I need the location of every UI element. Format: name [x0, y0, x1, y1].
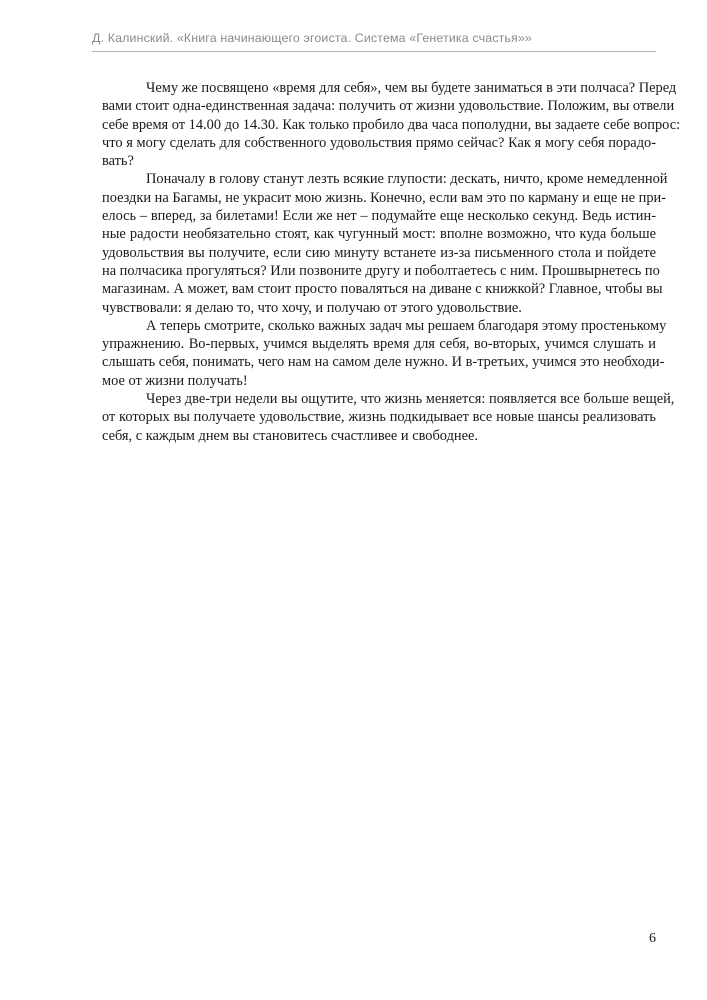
text-line: Чему же посвящено «время для себя», чем вы будете заниматься в эти полчаса? Перед [146, 80, 677, 96]
text-line: от которых вы получаете удовольствие, жизнь подкидывает все новые шансы реализовать [102, 409, 656, 426]
paragraph [102, 170, 668, 316]
text-line: вами стоит одна-единственная задача: получить от жизни удовольствие. Положим, вы отвели [102, 98, 675, 115]
text-line: себя, с каждым днем вы становитесь счастливее и свободнее. [102, 427, 478, 444]
body-text [102, 79, 681, 445]
text-line: Через две-три недели вы ощутите, что жизнь меняется: появляется все больше вещей, [146, 391, 675, 408]
paragraph [102, 390, 675, 445]
text-line: на полчасика прогуляться? Или позвоните другу и поболтаетесь с ним. Прошвырнетесь по [102, 262, 660, 279]
text-line: себе время от 14.00 до 14.30. Как только пробило два часа пополудни, вы задаете себе вопрос: [102, 116, 681, 133]
text-line: А теперь смотрите, сколько важных задач мы решаем благодаря этому простенькому [146, 317, 667, 334]
text-line: что я могу сделать для собственного удовольствия прямо сейчас? Как я могу себя порадо- [102, 134, 656, 151]
paragraph [102, 79, 681, 170]
text-line: магазинам. А может, вам стоит просто поваляться на диване с книжкой? Главное, чтобы вы [102, 281, 663, 298]
running-header: Д. Калинский. «Книга начинающего эгоиста. Система «Генетика счастья»» [92, 31, 532, 45]
text-line: Поначалу в голову станут лезть всякие глупости: дескать, ничто, кроме немедленной [146, 171, 668, 188]
text-line: елось – вперед, за билетами! Если же нет – подумайте еще несколько секунд. Ведь истин- [102, 208, 656, 225]
header-divider [92, 51, 656, 52]
text-line: ные радости необязательно стоят, как чугунный мост: вполне возможно, что куда больше [102, 226, 656, 243]
text-line: мое от жизни получать! [102, 372, 248, 389]
text-line: слышать себя, понимать, чего нам на самом деле нужно. И в-третьих, учимся это необходи- [102, 354, 665, 371]
paragraph [102, 317, 667, 390]
page-number: 6 [649, 931, 656, 946]
text-line: вать? [102, 153, 134, 170]
text-line: чувствовали: я делаю то, что хочу, и получаю от этого удовольствие. [102, 299, 522, 316]
text-line: поездки на Багамы, не украсит мою жизнь. Конечно, если вам это по карману и еще не при- [102, 189, 667, 206]
text-line: удовольствия вы получите, если сию минуту встанете из-за письменного стола и пойдете [102, 244, 656, 261]
text-line: упражнению. Во-первых, учимся выделять время для себя, во-вторых, учимся слушать и [102, 336, 656, 353]
